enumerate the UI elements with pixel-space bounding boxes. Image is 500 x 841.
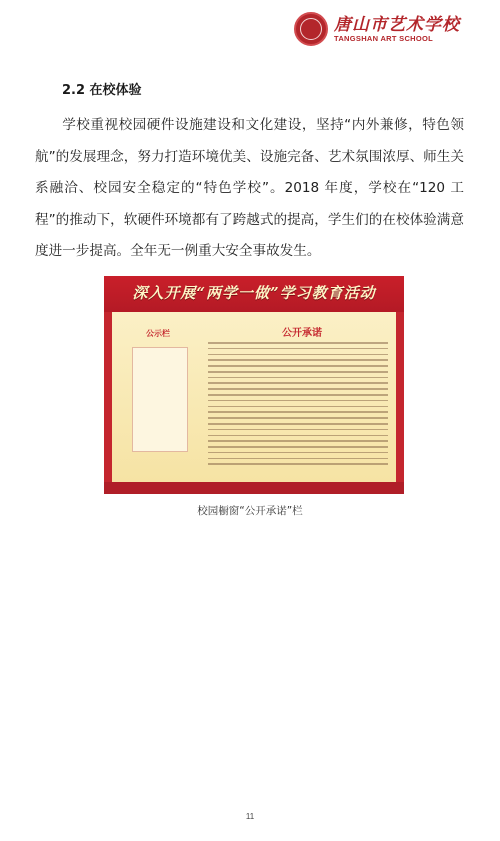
photo-bottom-stripe (104, 482, 404, 494)
board-left-title: 公示栏 (146, 329, 170, 338)
header (294, 12, 460, 46)
school-name-en: TANGSHAN ART SCHOOL (334, 33, 434, 43)
figure-caption: 校园橱窗“公开承诺”栏 (197, 505, 303, 517)
board-right-title: 公开承诺 (282, 328, 322, 339)
section-title: 2.2 在校体验 (62, 83, 142, 98)
board-text-lines (208, 342, 388, 469)
bulletin-board-photo (104, 276, 404, 494)
banner-text: 深入开展“两学一做”学习教育活动 (132, 284, 376, 302)
board-panel (112, 312, 396, 482)
page-number: 11 (245, 812, 255, 821)
notice-box (132, 347, 188, 452)
brand (334, 16, 460, 43)
school-name-cn: 唐山市艺术学校 (334, 14, 460, 35)
photo-banner (104, 276, 404, 312)
school-logo (294, 12, 328, 46)
body-paragraph: 学校重视校园硬件设施建设和文化建设，坚持“内外兼修，特色领航”的发展理念，努力打造环境优美、设施完备、艺术氛围浓厚、师生关系融洽、校园安全稳定的“特色学校”。2018 年度，学校在“120 工程”的推动下，软硬件环境都有了跨越式的提高，学生们的在校体验满意度进一步提高。全年无一例重大安全事故发生。 (35, 117, 464, 259)
